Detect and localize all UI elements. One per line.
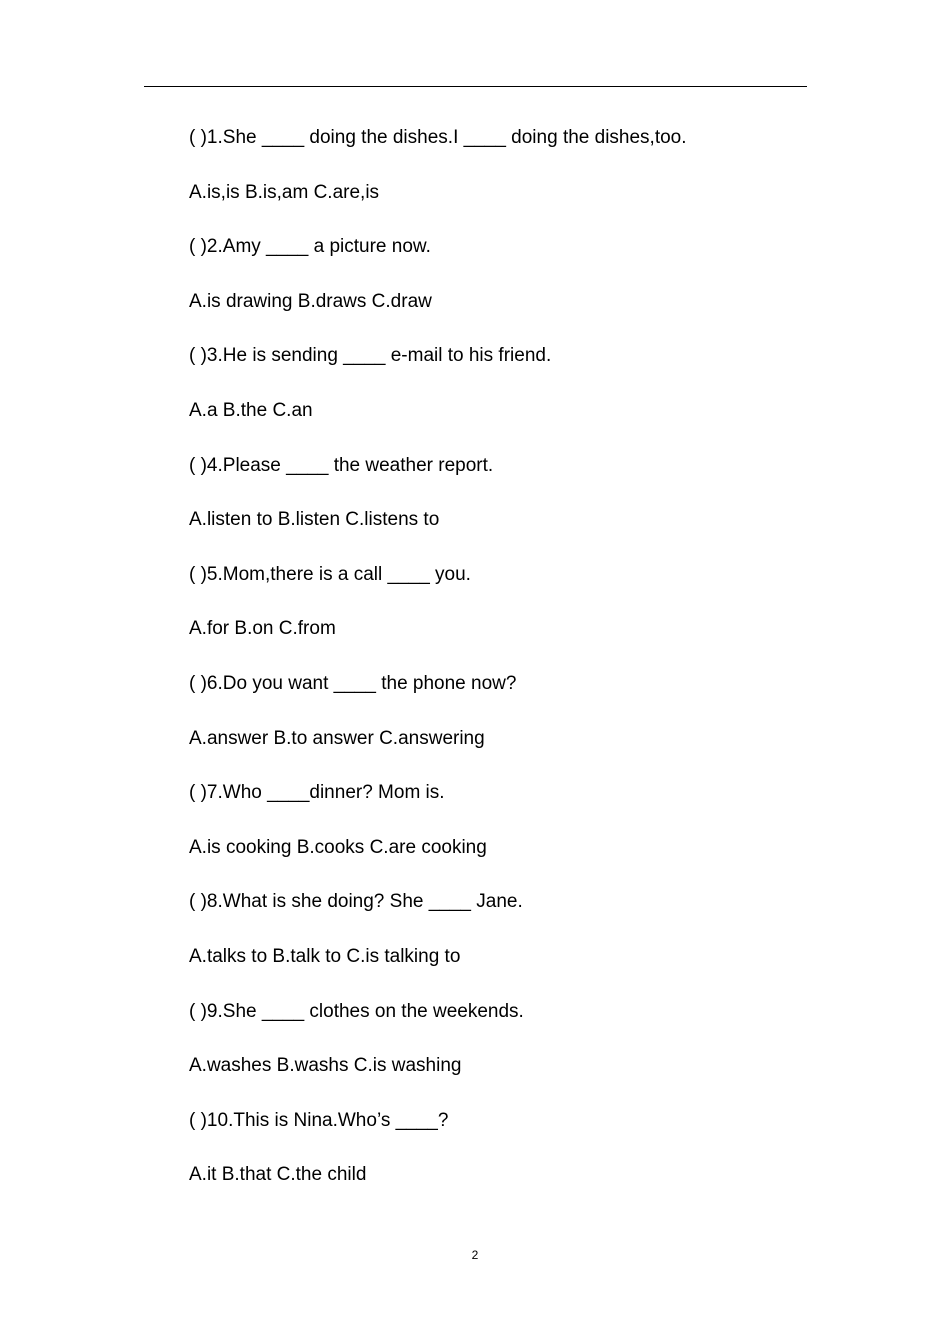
question-stem: ( )4.Please ____ the weather report. bbox=[189, 454, 494, 476]
question-stem: ( )8.What is she doing? She ____ Jane. bbox=[189, 891, 523, 913]
question-options: A.washes B.washs C.is washing bbox=[189, 1055, 462, 1077]
question-stem: ( )2.Amy ____ a picture now. bbox=[189, 236, 431, 258]
question-options: A.is cooking B.cooks C.are cooking bbox=[189, 836, 487, 858]
page-number: 2 bbox=[471, 1248, 479, 1262]
question-options: A.a B.the C.an bbox=[189, 399, 313, 421]
question-stem: ( )10.This is Nina.Who’s ____? bbox=[189, 1109, 449, 1131]
header-rule bbox=[144, 86, 807, 87]
question-options: A.for B.on C.from bbox=[189, 618, 336, 640]
question-stem: ( )3.He is sending ____ e-mail to his friend. bbox=[189, 345, 552, 367]
question-options: A.is,is B.is,am C.are,is bbox=[189, 181, 380, 203]
question-stem: ( )1.She ____ doing the dishes.I ____ doing the dishes,too. bbox=[189, 127, 687, 148]
question-options: A.it B.that C.the child bbox=[189, 1164, 367, 1186]
question-options: A.talks to B.talk to C.is talking to bbox=[189, 945, 461, 967]
question-options: A.answer B.to answer C.answering bbox=[189, 727, 485, 749]
question-stem: ( )9.She ____ clothes on the weekends. bbox=[189, 1000, 524, 1022]
question-stem: ( )7.Who ____dinner? Mom is. bbox=[189, 782, 445, 804]
question-stem: ( )6.Do you want ____ the phone now? bbox=[189, 672, 517, 694]
question-list bbox=[189, 124, 829, 1216]
question-stem: ( )5.Mom,there is a call ____ you. bbox=[189, 563, 471, 585]
question-options: A.is drawing B.draws C.draw bbox=[189, 290, 432, 312]
question-options: A.listen to B.listen C.listens to bbox=[189, 509, 440, 531]
